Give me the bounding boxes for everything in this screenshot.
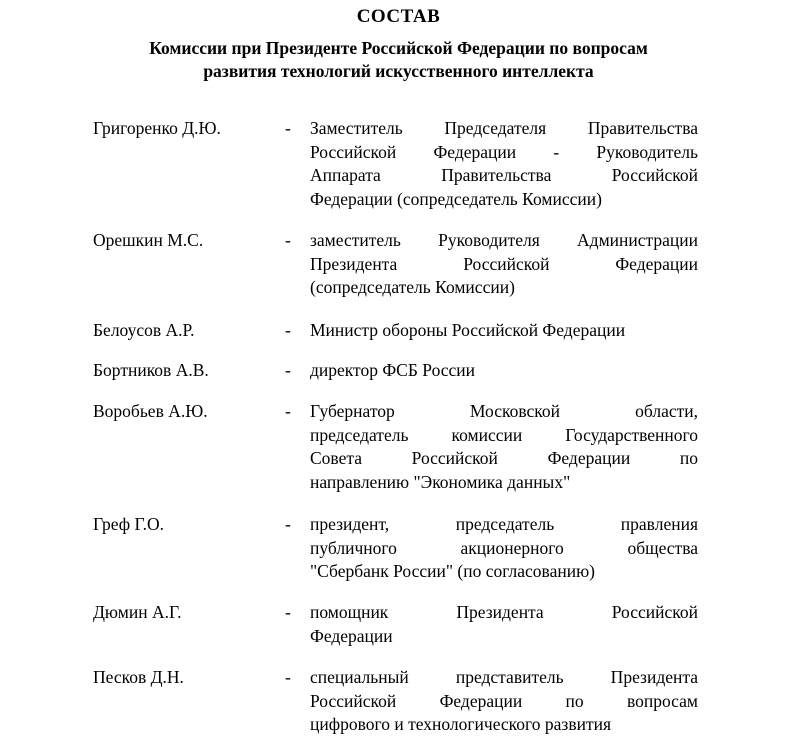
subtitle-line-1: Комиссии при Президенте Российской Федерации по вопросам xyxy=(149,38,648,58)
member-position xyxy=(310,666,698,737)
member-name: Воробьев А.Ю. xyxy=(93,401,208,421)
position-line: помощник Президента Российской xyxy=(310,602,698,622)
position-line: направлению "Экономика данных" xyxy=(310,471,571,492)
member-dash: - xyxy=(285,514,291,534)
member-position xyxy=(310,117,698,211)
member-name: Бортников А.В. xyxy=(93,360,209,380)
position-line: Президента Российской Федерации xyxy=(310,253,698,274)
member-position xyxy=(310,319,698,343)
position-line: "Сбербанк России" (по согласованию) xyxy=(310,561,595,581)
position-line: директор ФСБ России xyxy=(310,360,476,380)
member-dash: - xyxy=(285,360,291,380)
position-line: Федерации (сопредседатель Комиссии) xyxy=(310,188,602,209)
position-line: Аппарата Правительства Российской xyxy=(310,165,698,185)
document-subtitle xyxy=(0,37,797,83)
member-position xyxy=(310,359,698,383)
member-position xyxy=(310,229,698,300)
member-dash: - xyxy=(285,667,291,687)
member-name: Белоусов А.Р. xyxy=(93,320,195,340)
member-name: Греф Г.О. xyxy=(93,514,164,534)
position-line: заместитель Руководителя Администрации xyxy=(310,230,698,250)
position-line: Министр обороны Российской Федерации xyxy=(310,320,626,340)
position-line: президент, председатель правления xyxy=(310,514,698,534)
member-dash: - xyxy=(285,602,291,622)
position-line: Заместитель Председателя Правительства xyxy=(310,118,698,138)
member-dash: - xyxy=(285,320,291,340)
subtitle-line-2: развития технологий искусственного интеллекта xyxy=(203,61,594,81)
position-line: цифрового и технологического развития xyxy=(310,714,612,734)
position-line: Совета Российской Федерации по xyxy=(310,448,698,468)
member-position xyxy=(310,400,698,494)
position-line: специальный представитель Президента xyxy=(310,667,698,687)
position-line: Российской Федерации - Руководитель xyxy=(310,141,698,162)
document-title: СОСТАВ xyxy=(356,6,441,27)
position-line: Федерации xyxy=(310,625,393,646)
member-position xyxy=(310,601,698,648)
position-line: Губернатор Московской области, xyxy=(310,401,698,421)
position-line: (сопредседатель Комиссии) xyxy=(310,277,515,297)
position-line: публичного акционерного общества xyxy=(310,537,698,558)
member-name: Григоренко Д.Ю. xyxy=(93,118,221,138)
member-dash: - xyxy=(285,401,291,421)
member-dash: - xyxy=(285,118,291,138)
member-name: Песков Д.Н. xyxy=(93,667,184,687)
member-name: Дюмин А.Г. xyxy=(93,602,182,622)
position-line: Российской Федерации по вопросам xyxy=(310,690,698,711)
member-position xyxy=(310,513,698,584)
member-name: Орешкин М.С. xyxy=(93,230,204,250)
position-line: председатель комиссии Государственного xyxy=(310,424,698,445)
member-dash: - xyxy=(285,230,291,250)
